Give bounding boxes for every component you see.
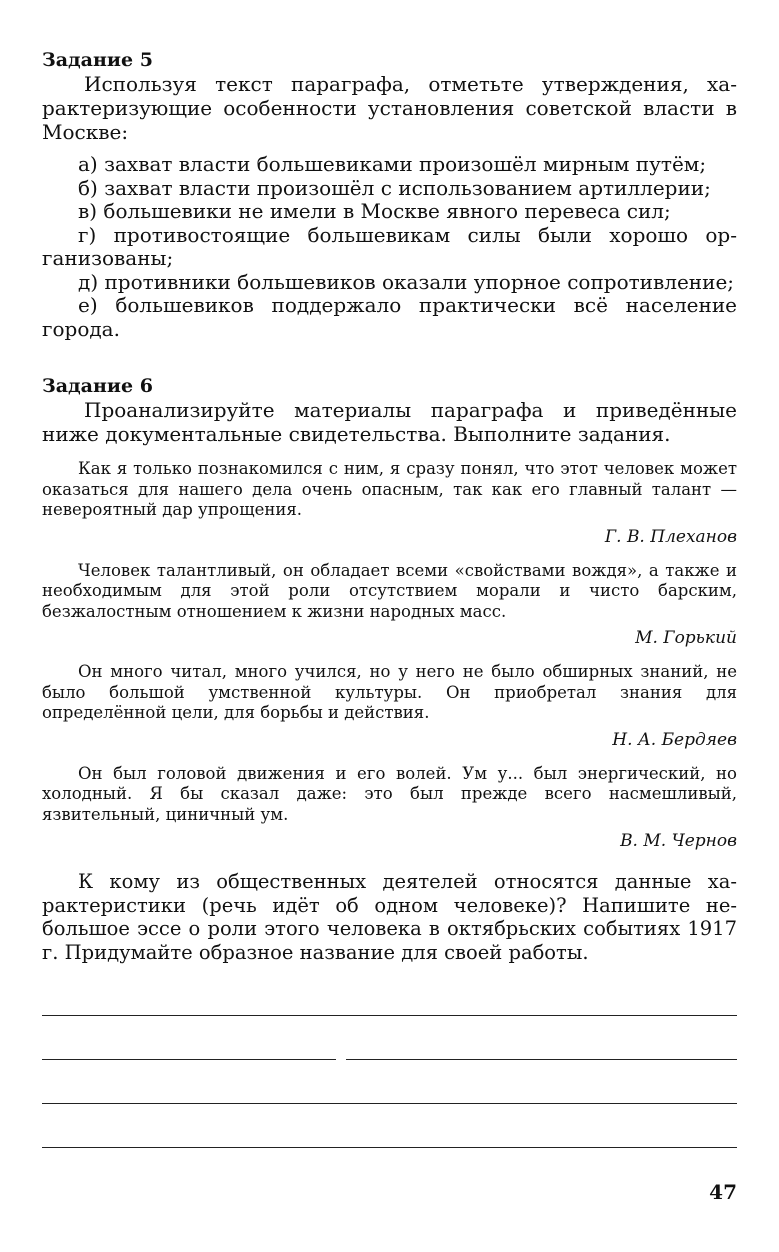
quote-plekhanov <box>42 459 737 549</box>
quote-berdyaev <box>42 662 737 752</box>
quote-gorky <box>42 561 737 651</box>
quote-text: Он был головой движения и его волей. Ум у... был энергический, но холодный. Я бы сказал даже: это был прежде всего насмешливый, язвительный, циничный ум. <box>42 763 737 824</box>
answer-lines[interactable] <box>42 990 737 1148</box>
task-5-title: Задание 5 <box>42 49 153 71</box>
answer-line[interactable] <box>42 1060 737 1104</box>
task-6 <box>42 374 737 1148</box>
quote-text: Как я только познакомился с ним, я сразу понял, что этот человек может оказаться для нашего дела очень опасным, так как его главный талант — невероятный дар упрощения. <box>42 459 737 519</box>
workbook-page <box>42 48 737 1148</box>
option-e: д) противники большевиков оказали упорное сопротивление; <box>78 269 735 294</box>
quote-author: Г. В. Плеханов <box>604 526 737 547</box>
option-f: е) большевиков поддержало практически всё население города. <box>42 293 737 341</box>
task-6-title: Задание 6 <box>42 375 153 397</box>
quote-author: М. Горький <box>635 628 737 648</box>
option-a: а) захват власти большевиками произошёл мирным путём; <box>78 152 707 176</box>
option-c: в) большевики не имели в Москве явного перевеса сил; <box>78 199 671 223</box>
page-number: 47 <box>709 1180 737 1204</box>
task-6-intro: Проанализируйте материалы параграфа и приведённые ниже документальные свидетельства. Выполните задания. <box>42 398 737 446</box>
answer-line[interactable] <box>42 990 737 1016</box>
task-5-intro: Используя текст параграфа, отметьте утверждения, характеризующие особенности установления советской власти в Москве: <box>42 72 737 144</box>
quote-author: Н. А. Бердяев <box>612 729 737 750</box>
answer-line[interactable] <box>42 1016 737 1060</box>
quote-chernov <box>42 764 737 854</box>
quote-text: Человек талантливый, он обладает всеми «свойствами вождя», а также и необходимым для этой роли отсутствием морали и чисто барским, безжалостным отношением к жизни народных масс. <box>42 560 737 621</box>
quote-text: Он много читал, много учился, но у него не было обширных знаний, не было большой умственной культуры. Он приобретал знания для определённой цели, для борьбы и действия. <box>42 662 737 722</box>
task-5-options <box>42 153 737 341</box>
option-b: б) захват власти произошёл с использованием артиллерии; <box>78 175 711 200</box>
quote-author: В. М. Чернов <box>620 831 737 851</box>
answer-line[interactable] <box>42 1104 737 1148</box>
task-5 <box>42 48 737 341</box>
task-6-question: К кому из общественных деятелей относятся данные характеристики (речь идёт об одном человеке)? Напишите небольшое эссе о роли этого человека в октябрьских событиях 1917 г. Придумайте образное название для своей работы. <box>42 870 737 964</box>
option-d: г) противостоящие большевикам силы были хорошо организованы; <box>42 222 737 270</box>
